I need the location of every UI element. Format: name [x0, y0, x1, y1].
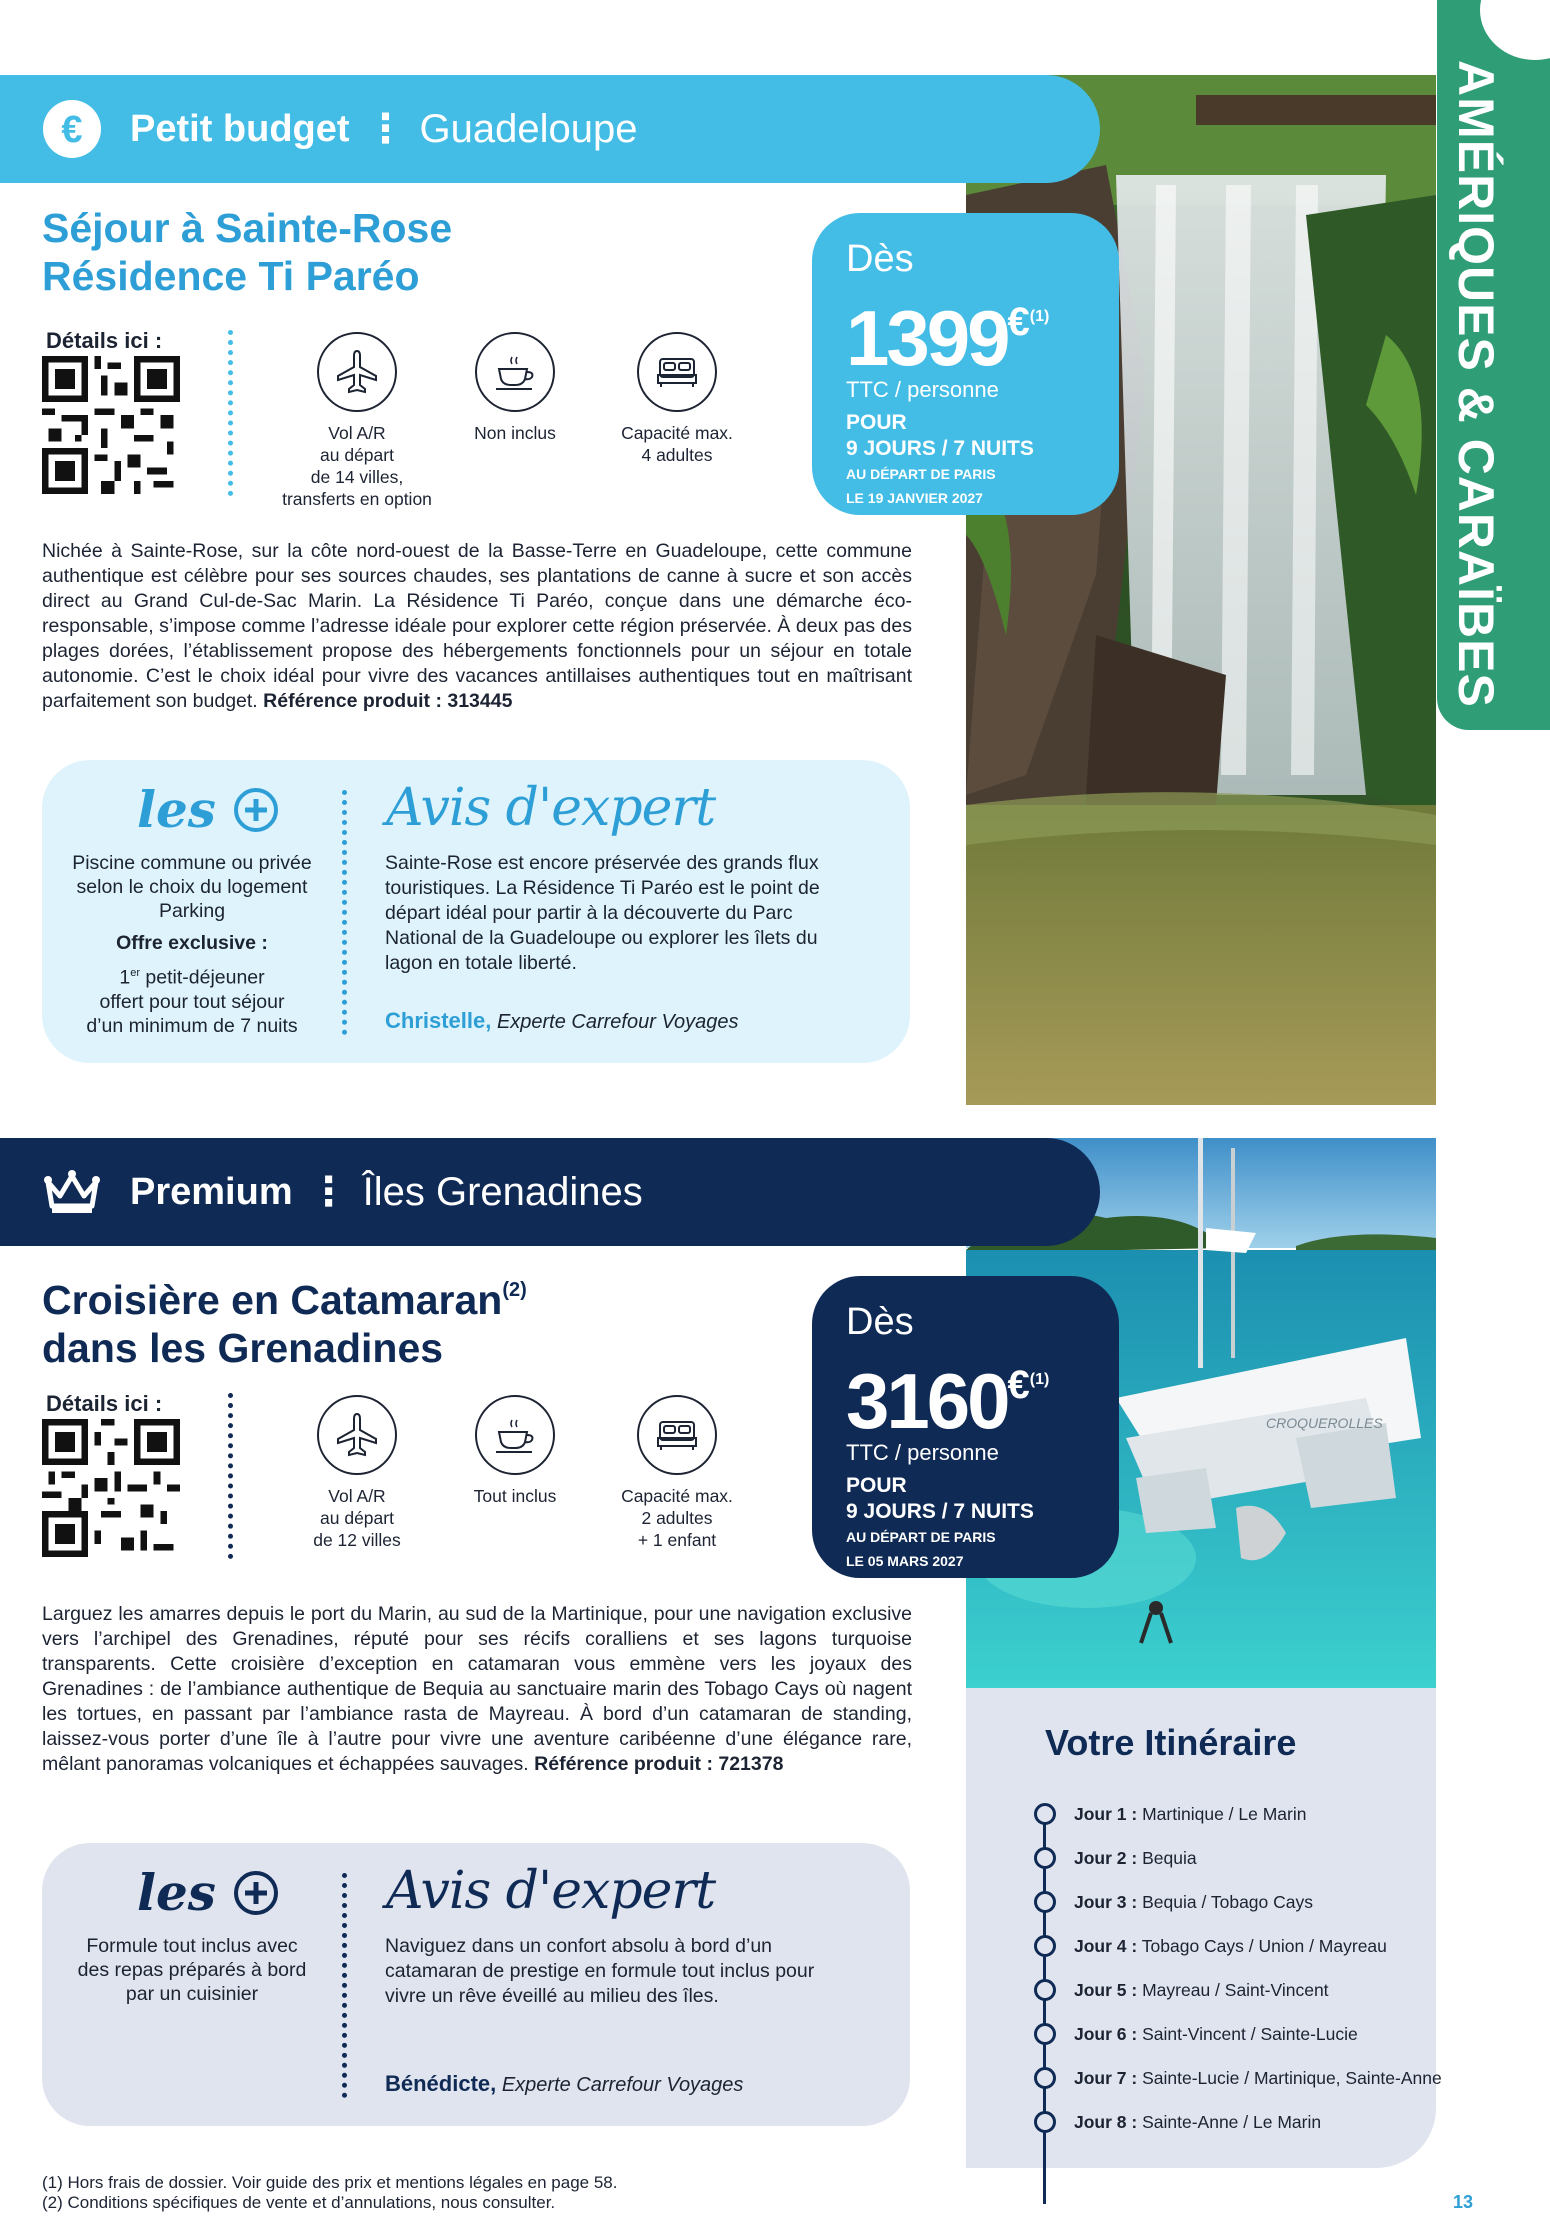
offer-exclusive-label: Offre exclusive : [116, 932, 268, 954]
offer2-feature-meals [430, 1395, 600, 1507]
timeline-dot [1034, 1803, 1056, 1825]
offer1-destination: Guadeloupe [419, 106, 638, 151]
expert-signature [385, 1008, 739, 1034]
day-label: Jour 2 : [1074, 1847, 1138, 1868]
banner-separator: ⋮ [308, 1170, 347, 1214]
offer1-details-label: Détails ici : [46, 328, 163, 353]
footnote-1: (1) Hors frais de dossier. Voir guide des prix et mentions légales en page 58. [42, 2173, 618, 2192]
itinerary-list [1034, 1792, 1474, 2144]
price-pour: POUR [846, 1474, 907, 1497]
price-currency: € [1007, 1363, 1030, 1407]
offer1-price-box [812, 213, 1119, 529]
section-tab-label-wrap [1447, 60, 1527, 708]
plus-list [42, 1934, 342, 2006]
timeline-dot [1034, 1979, 1056, 2001]
itinerary-day [1034, 1968, 1474, 2012]
svg-text:€: € [61, 109, 83, 151]
plus-list [42, 851, 342, 1038]
offer2-destination: Îles Grenadines [362, 1169, 643, 1214]
qr-code-image [42, 1419, 180, 1557]
timeline-dot [1034, 1891, 1056, 1913]
bed-icon [637, 332, 717, 412]
price-from: Dès [846, 1301, 914, 1343]
offer2-tier: Premium [130, 1170, 293, 1213]
expert-signature [385, 2071, 743, 2097]
day-route: Mayreau / Saint-Vincent [1142, 1979, 1329, 2000]
plus-title: les [137, 1863, 216, 1922]
offer2-details-label: Détails ici : [46, 1391, 163, 1416]
offer-text-1: petit-déjeuner [139, 966, 265, 989]
expert-heading: Avis d'expert [386, 1861, 716, 1921]
expert-text: Sainte-Rose est encore préservée des grands flux touristiques. La Résidence Ti Paréo est le point de départ idéal pour partir à la découverte du Parc National de la Guadeloupe ou explorer les îlets du lagon en totale liberté. [385, 852, 820, 974]
offer1-title [42, 204, 762, 300]
offer-exclusive-line2: offert pour tout séjour [99, 990, 285, 1013]
offer1-highlights-box [42, 760, 910, 1063]
price-currency: € [1007, 300, 1030, 344]
price-amount [846, 279, 1119, 382]
price-footnote-ref: (1) [1029, 1371, 1050, 1388]
price-departure: AU DÉPART DE PARIS [846, 466, 996, 482]
cup-icon [475, 332, 555, 412]
day-route: Saint-Vincent / Sainte-Lucie [1142, 2023, 1358, 2044]
plus-heading [137, 780, 279, 839]
footnote-2: (2) Conditions spécifiques de vente et d’annulations, nous consulter. [42, 2193, 556, 2212]
qr-code-image [42, 356, 180, 494]
offer-exclusive-line3: d’un minimum de 7 nuits [86, 1014, 298, 1037]
price-date: LE 19 JANVIER 2027 [846, 490, 983, 506]
offer2-title-sup: (2) [502, 1279, 527, 1301]
offer2-highlights-box [42, 1843, 910, 2126]
day-label: Jour 6 : [1074, 2023, 1138, 2044]
price-departure: AU DÉPART DE PARIS [846, 1529, 996, 1545]
plus-item: des repas préparés à bord [77, 1959, 307, 1981]
day-label: Jour 3 : [1074, 1891, 1138, 1912]
plus-item: Parking [158, 900, 226, 922]
offer2-title-line1 [42, 1266, 762, 1324]
offer2-reference: Référence produit : 721378 [534, 1753, 784, 1775]
offer2-divider [228, 1393, 233, 1559]
offer2-description [42, 1602, 912, 1777]
price-footnote-ref: (1) [1029, 308, 1050, 325]
timeline-dot [1034, 2023, 1056, 2045]
price-duration: 9 JOURS / 7 NUITS [846, 1500, 1034, 1523]
plus-item: par un cuisinier [125, 1983, 259, 2005]
offer1-title-line1: Séjour à Sainte-Rose [42, 205, 453, 251]
offer1-qr-code[interactable] [42, 356, 180, 494]
offer2-price-box [812, 1276, 1119, 1592]
itinerary-day [1034, 2100, 1474, 2144]
offer1-feature-meals [430, 332, 600, 444]
offer2-description-text: Larguez les amarres depuis le port du Marin, au sud de la Martinique, pour une navigation exclusive vers l’archipel des Grenadines, réputé pour ses récifs coralliens et ses lagons turquoise transparents. Cette croisière d’exception en catamaran vous emmène vers les joyaux des Grenadines : de l’ambiance authentique de Bequia au sanctuaire marin des Tobago Cays où nagent les tortues, en passant par l’ambiance rasta de Mayreau. À bord d’un catamaran de standing, laissez-vous porter d’une île à l’autre pour vivre une aventure caribéenne d’une élégance rare, mêlant panoramas volcaniques et échappées sauvages. [42, 1603, 912, 1775]
feature-flight-text: Vol A/R au départ de 14 villes, transferts en option [282, 423, 432, 509]
page-number: 13 [1453, 2192, 1474, 2212]
highlights-divider [342, 790, 347, 1035]
price-transport: Avec transport [846, 1576, 937, 1592]
offer2-qr-code[interactable] [42, 1419, 180, 1557]
offer-ordinal-sup: er [130, 967, 140, 979]
plus-icon [233, 787, 279, 833]
day-route: Tobago Cays / Union / Mayreau [1141, 1935, 1387, 1956]
itinerary-day [1034, 2012, 1474, 2056]
plus-item: Piscine commune ou privée [72, 852, 312, 874]
expert-heading: Avis d'expert [386, 778, 716, 838]
timeline-dot [1034, 1935, 1056, 1957]
offer1-feature-flight [272, 332, 442, 510]
cup-icon [475, 1395, 555, 1475]
itinerary-day [1034, 1880, 1474, 1924]
price-duration: 9 JOURS / 7 NUITS [846, 437, 1034, 460]
offer1-banner [0, 75, 1100, 183]
boat-name-label: CROQUEROLLES [1266, 1415, 1383, 1431]
offer-exclusive-line1 [42, 961, 342, 990]
itinerary-title: Votre Itinéraire [1045, 1722, 1297, 1763]
itinerary-day [1034, 1924, 1474, 1968]
day-route: Sainte-Lucie / Martinique, Sainte-Anne [1142, 2067, 1442, 2088]
offer1-description [42, 539, 912, 714]
offer1-tier: Petit budget [130, 107, 350, 150]
expert-role: Experte Carrefour Voyages [501, 2074, 744, 2096]
price-transport: Avec transport [846, 513, 937, 529]
offer2-title [42, 1266, 762, 1372]
price-date: LE 05 MARS 2027 [846, 1553, 964, 1569]
price-pour: POUR [846, 411, 907, 434]
plus-heading [137, 1863, 279, 1922]
plus-item: selon le choix du logement [76, 876, 308, 898]
feature-meals-text: Tout inclus [473, 1486, 557, 1506]
price-per-person: TTC / personne [846, 377, 999, 402]
crown-icon [40, 1160, 104, 1224]
plane-icon [317, 332, 397, 412]
bed-icon [637, 1395, 717, 1475]
day-label: Jour 5 : [1074, 1979, 1138, 2000]
day-label: Jour 7 : [1074, 2067, 1138, 2088]
feature-capacity-text: Capacité max. 4 adultes [621, 423, 733, 465]
plus-item: Formule tout inclus avec [86, 1935, 298, 1957]
offer2-feature-flight [272, 1395, 442, 1551]
offer-ordinal: 1 [119, 966, 131, 989]
expert-name: Christelle, [385, 1008, 492, 1033]
price-value: 1399 [846, 294, 1008, 382]
feature-meals-text: Non inclus [474, 423, 556, 443]
euro-icon [40, 97, 104, 161]
feature-capacity-text: Capacité max. 2 adultes + 1 enfant [621, 1486, 733, 1550]
banner-separator: ⋮ [365, 107, 404, 151]
offer1-title-line2: Résidence Ti Paréo [42, 253, 420, 299]
price-value: 3160 [846, 1357, 1008, 1445]
offer1-description-text: Nichée à Sainte-Rose, sur la côte nord-ouest de la Basse-Terre en Guadeloupe, cette commune authentique est célèbre pour ses sources chaudes, ses plantations de canne à sucre et son accès direct au Grand Cul-de-Sac Marin. La Résidence Ti Paréo, conçue dans une démarche éco-responsable, s’impose comme l’adresse idéale pour explorer cette région préservée. À deux pas des plages dorées, l’établissement propose des hébergements fonctionnels pour un séjour en totale autonomie. C’est le choix idéal pour vivre des vacances antillaises authentiques tout en maîtrisant parfaitement son budget. [42, 540, 912, 712]
plane-icon [317, 1395, 397, 1475]
offer1-feature-capacity [592, 332, 762, 466]
footnotes [42, 2173, 618, 2213]
section-tab-label: AMÉRIQUES & CARAÏBES [1448, 60, 1504, 708]
day-label: Jour 8 : [1074, 2111, 1138, 2132]
offer2-title-line2: dans les Grenadines [42, 1325, 444, 1371]
timeline-dot [1034, 2067, 1056, 2089]
feature-flight-text: Vol A/R au départ de 12 villes [313, 1486, 401, 1550]
price-amount [846, 1342, 1119, 1445]
price-from: Dès [846, 238, 914, 280]
highlights-divider [342, 1873, 347, 2098]
offer1-reference: Référence produit : 313445 [263, 690, 513, 712]
day-route: Bequia [1142, 1847, 1197, 1868]
itinerary-day [1034, 1836, 1474, 1880]
offer1-divider [228, 330, 233, 496]
day-route: Martinique / Le Marin [1142, 1803, 1307, 1824]
itinerary-day [1034, 2056, 1474, 2100]
day-label: Jour 1 : [1074, 1803, 1138, 1824]
offer2-title-text: Croisière en Catamaran [42, 1277, 503, 1323]
itinerary-day [1034, 1792, 1474, 1836]
offer2-banner [0, 1138, 1100, 1246]
plus-icon [233, 1870, 279, 1916]
offer2-feature-capacity [592, 1395, 762, 1551]
plus-title: les [137, 780, 216, 839]
expert-name: Bénédicte, [385, 2071, 497, 2096]
expert-role: Experte Carrefour Voyages [496, 1011, 739, 1033]
expert-text: Naviguez dans un confort absolu à bord d’un catamaran de prestige en formule tout inclus pour vivre un rêve éveillé au milieu des îles. [385, 1935, 815, 2007]
timeline-dot [1034, 1847, 1056, 1869]
timeline-dot [1034, 2111, 1056, 2133]
price-per-person: TTC / personne [846, 1440, 999, 1465]
day-route: Bequia / Tobago Cays [1142, 1891, 1314, 1912]
day-route: Sainte-Anne / Le Marin [1142, 2111, 1322, 2132]
day-label: Jour 4 : [1074, 1935, 1138, 1956]
